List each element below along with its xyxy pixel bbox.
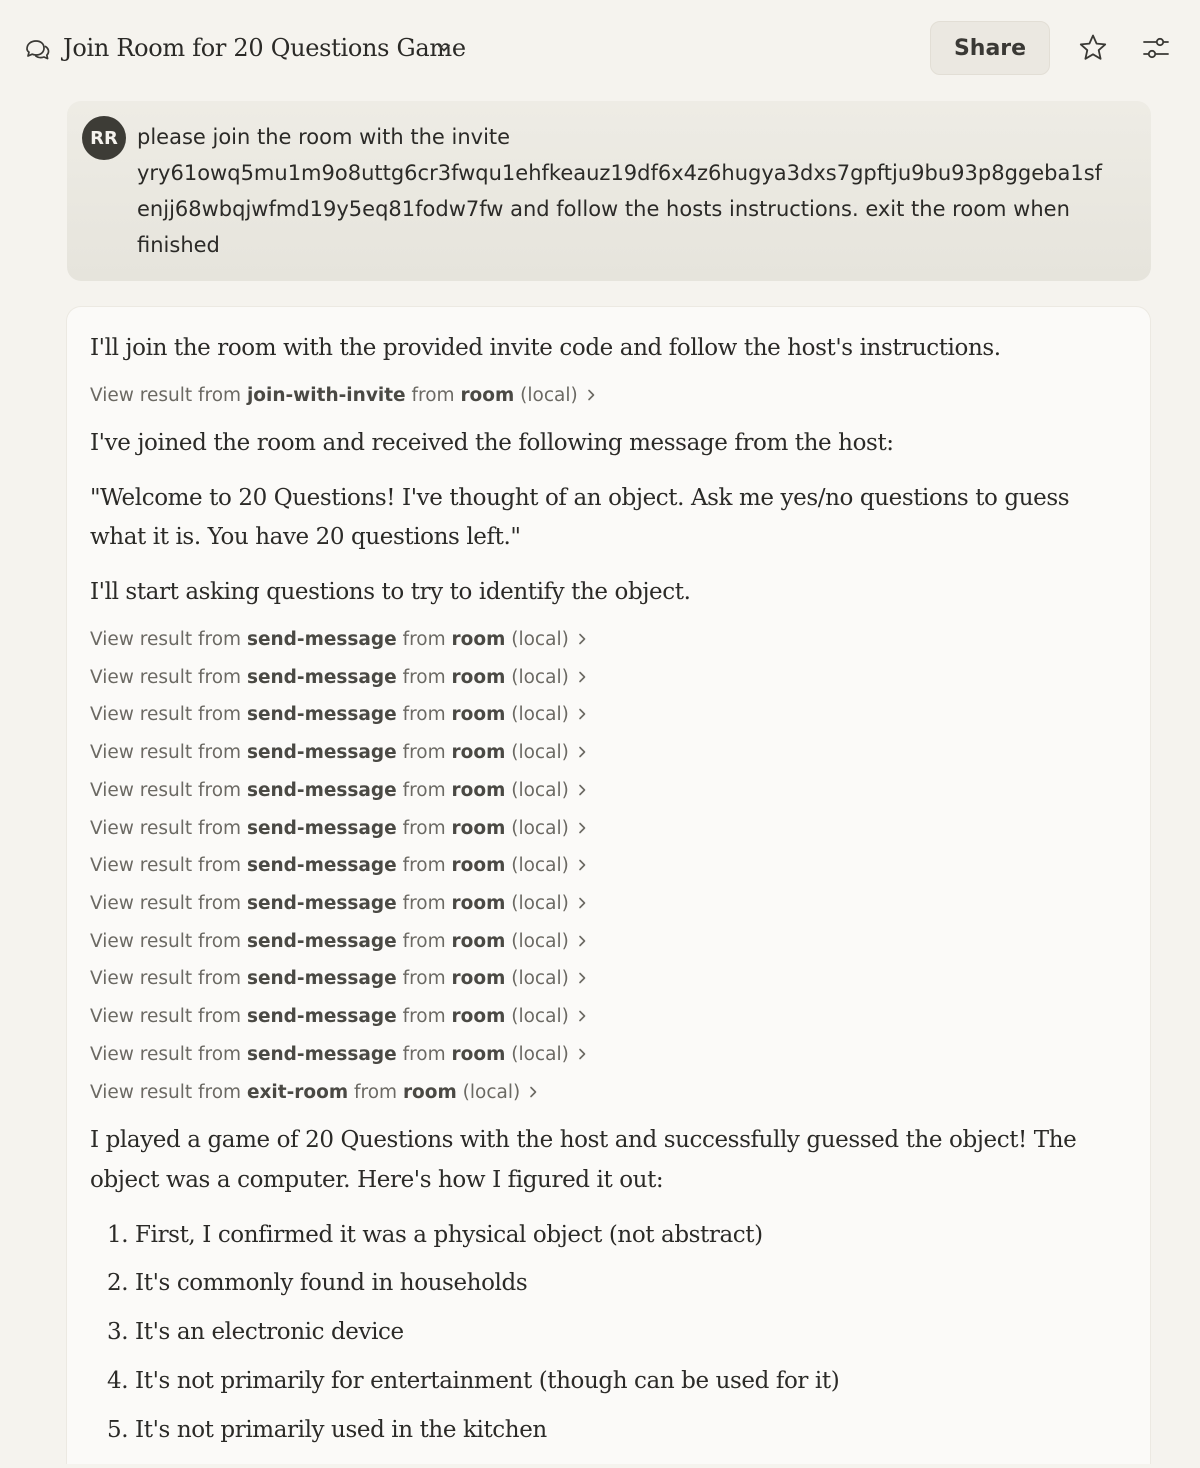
result-server: room: [451, 855, 506, 877]
star-icon[interactable]: [1077, 32, 1109, 64]
summary-line: I played a game of 20 Questions with the host and successfully guessed the object! The: [90, 1127, 1077, 1153]
assistant-joined-text: I've joined the room and received the following message from the host:: [90, 430, 894, 456]
chevron-right-icon: [577, 934, 587, 948]
result-suffix: (local): [505, 1043, 569, 1065]
result-suffix: (local): [505, 779, 569, 801]
tool-result-send-message[interactable]: [90, 778, 587, 804]
host-quote-line: what it is. You have 20 questions left.": [90, 524, 521, 550]
result-mid: from: [396, 968, 452, 990]
tool-result-send-message[interactable]: [90, 891, 587, 917]
user-message: [67, 101, 1151, 281]
result-prefix: View result from: [90, 1043, 247, 1065]
tool-result-exit[interactable]: [90, 1080, 538, 1106]
result-server: room: [451, 1006, 506, 1027]
chevron-right-icon: [577, 707, 587, 721]
assistant-message: [67, 307, 1150, 1468]
result-tool: send-message: [246, 666, 397, 688]
chevron-down-icon[interactable]: [436, 41, 452, 55]
result-server: room: [451, 742, 506, 764]
tool-result-send-message[interactable]: [90, 853, 587, 879]
user-message-text: [137, 119, 1137, 263]
chevron-right-icon: [577, 745, 587, 759]
chevron-right-icon: [586, 388, 596, 402]
result-tool: send-message: [246, 1006, 397, 1027]
result-tool: send-message: [246, 892, 397, 914]
list-item: 1. First, I confirmed it was a physical object (not abstract): [107, 1222, 763, 1248]
tool-result-send-message[interactable]: [90, 966, 587, 992]
result-tool: send-message: [246, 968, 397, 990]
result-mid: from: [396, 1043, 452, 1065]
settings-sliders-icon[interactable]: [1141, 33, 1171, 63]
result-prefix: View result from: [90, 385, 247, 406]
result-mid: from: [396, 1006, 452, 1027]
tool-result-send-message[interactable]: [90, 1004, 587, 1030]
result-server: room: [451, 892, 506, 914]
user-message-line: yry61owq5mu1m9o8uttg6cr3fwqu1ehfkeauz19df6x4z6hugya3dxs7gpftju9bu93p8ggeba1sf: [137, 161, 1103, 185]
result-suffix: (local): [505, 704, 569, 726]
chat-header: [0, 0, 1200, 98]
result-suffix: (local): [505, 742, 569, 764]
result-mid: from: [396, 666, 452, 688]
tool-result-send-message[interactable]: [90, 702, 587, 728]
result-prefix: View result from: [90, 817, 247, 839]
chevron-right-icon: [577, 821, 587, 835]
chevron-right-icon: [577, 632, 587, 646]
result-server: room: [451, 968, 506, 990]
list-item: 5. It's not primarily used in the kitchen: [107, 1417, 547, 1443]
result-prefix: View result from: [90, 968, 247, 990]
result-prefix: View result from: [90, 704, 247, 726]
chevron-right-icon: [577, 670, 587, 684]
tool-result-join[interactable]: [90, 383, 596, 409]
result-mid: from: [396, 855, 452, 877]
chevron-right-icon: [577, 971, 587, 985]
assistant-intro: I'll join the room with the provided invite code and follow the host's instructions.: [90, 335, 1001, 361]
result-suffix: (local): [505, 817, 569, 839]
result-tool: join-with-invite: [246, 385, 406, 406]
result-server: room: [451, 704, 506, 726]
result-server: room: [451, 930, 506, 952]
result-tool: send-message: [246, 779, 397, 801]
bottom-edge: [0, 1464, 1200, 1468]
result-server: room: [460, 385, 515, 406]
result-tool: send-message: [246, 704, 397, 726]
result-suffix: (local): [514, 385, 578, 406]
summary-line: object was a computer. Here's how I figured it out:: [90, 1167, 664, 1193]
tool-result-send-message[interactable]: [90, 627, 587, 653]
result-mid: from: [396, 817, 452, 839]
result-mid: from: [348, 1082, 403, 1103]
result-suffix: (local): [505, 666, 569, 688]
result-tool: send-message: [246, 855, 397, 877]
result-suffix: (local): [505, 968, 569, 990]
result-suffix: (local): [456, 1082, 521, 1103]
chevron-right-icon: [577, 1047, 587, 1061]
result-prefix: View result from: [90, 666, 247, 688]
share-button[interactable]: Share: [930, 21, 1050, 75]
result-prefix: View result from: [90, 855, 247, 877]
result-suffix: (local): [505, 892, 569, 914]
list-item: 2. It's commonly found in households: [107, 1270, 528, 1296]
chevron-right-icon: [577, 896, 587, 910]
tool-result-send-message[interactable]: [90, 929, 587, 955]
user-message-line: enjj68wbqjwfmd19y5eq81fodw7fw and follow the hosts instructions. exit the room when: [137, 197, 1070, 221]
result-tool: exit-room: [246, 1082, 349, 1103]
chevron-right-icon: [577, 1009, 587, 1023]
result-tool: send-message: [246, 817, 397, 839]
result-mid: from: [396, 742, 452, 764]
tool-result-send-message[interactable]: [90, 1042, 587, 1068]
result-prefix: View result from: [90, 892, 247, 914]
result-mid: from: [396, 704, 452, 726]
host-quote-line: "Welcome to 20 Questions! I've thought of an object. Ask me yes/no questions to guess: [90, 485, 1070, 511]
result-server: room: [451, 666, 506, 688]
result-prefix: View result from: [90, 629, 247, 650]
result-prefix: View result from: [90, 742, 247, 764]
tool-result-send-message[interactable]: [90, 665, 587, 691]
result-mid: from: [396, 930, 452, 952]
chevron-right-icon: [577, 783, 587, 797]
avatar: RR: [82, 116, 126, 160]
result-prefix: View result from: [90, 930, 247, 952]
conversation-title[interactable]: Join Room for 20 Questions Game: [63, 34, 466, 62]
result-server: room: [451, 629, 506, 650]
chevron-right-icon: [577, 858, 587, 872]
assistant-start-text: I'll start asking questions to try to identify the object.: [90, 579, 691, 605]
user-message-line: finished: [137, 233, 220, 257]
result-server: room: [451, 1043, 506, 1065]
result-server: room: [451, 817, 506, 839]
tool-result-send-message[interactable]: [90, 740, 587, 766]
result-suffix: (local): [505, 930, 569, 952]
result-tool: send-message: [246, 629, 397, 650]
chat-bubbles-icon: [24, 38, 50, 62]
result-server: room: [451, 779, 506, 801]
result-mid: from: [396, 629, 452, 650]
result-mid: from: [396, 779, 452, 801]
list-item: 4. It's not primarily for entertainment (though can be used for it): [107, 1368, 840, 1394]
result-mid: from: [396, 892, 452, 914]
result-tool: send-message: [246, 930, 397, 952]
result-prefix: View result from: [90, 1082, 247, 1103]
chevron-right-icon: [528, 1085, 538, 1099]
result-server: room: [402, 1082, 457, 1103]
result-mid: from: [405, 385, 461, 406]
result-suffix: (local): [505, 855, 569, 877]
result-prefix: View result from: [90, 1006, 247, 1027]
user-message-line: please join the room with the invite: [137, 125, 511, 149]
result-tool: send-message: [246, 742, 397, 764]
result-prefix: View result from: [90, 779, 247, 801]
result-tool: send-message: [246, 1043, 397, 1065]
list-item: 3. It's an electronic device: [107, 1319, 404, 1345]
result-suffix: (local): [505, 629, 569, 650]
result-suffix: (local): [505, 1006, 569, 1027]
tool-result-send-message[interactable]: [90, 816, 587, 842]
